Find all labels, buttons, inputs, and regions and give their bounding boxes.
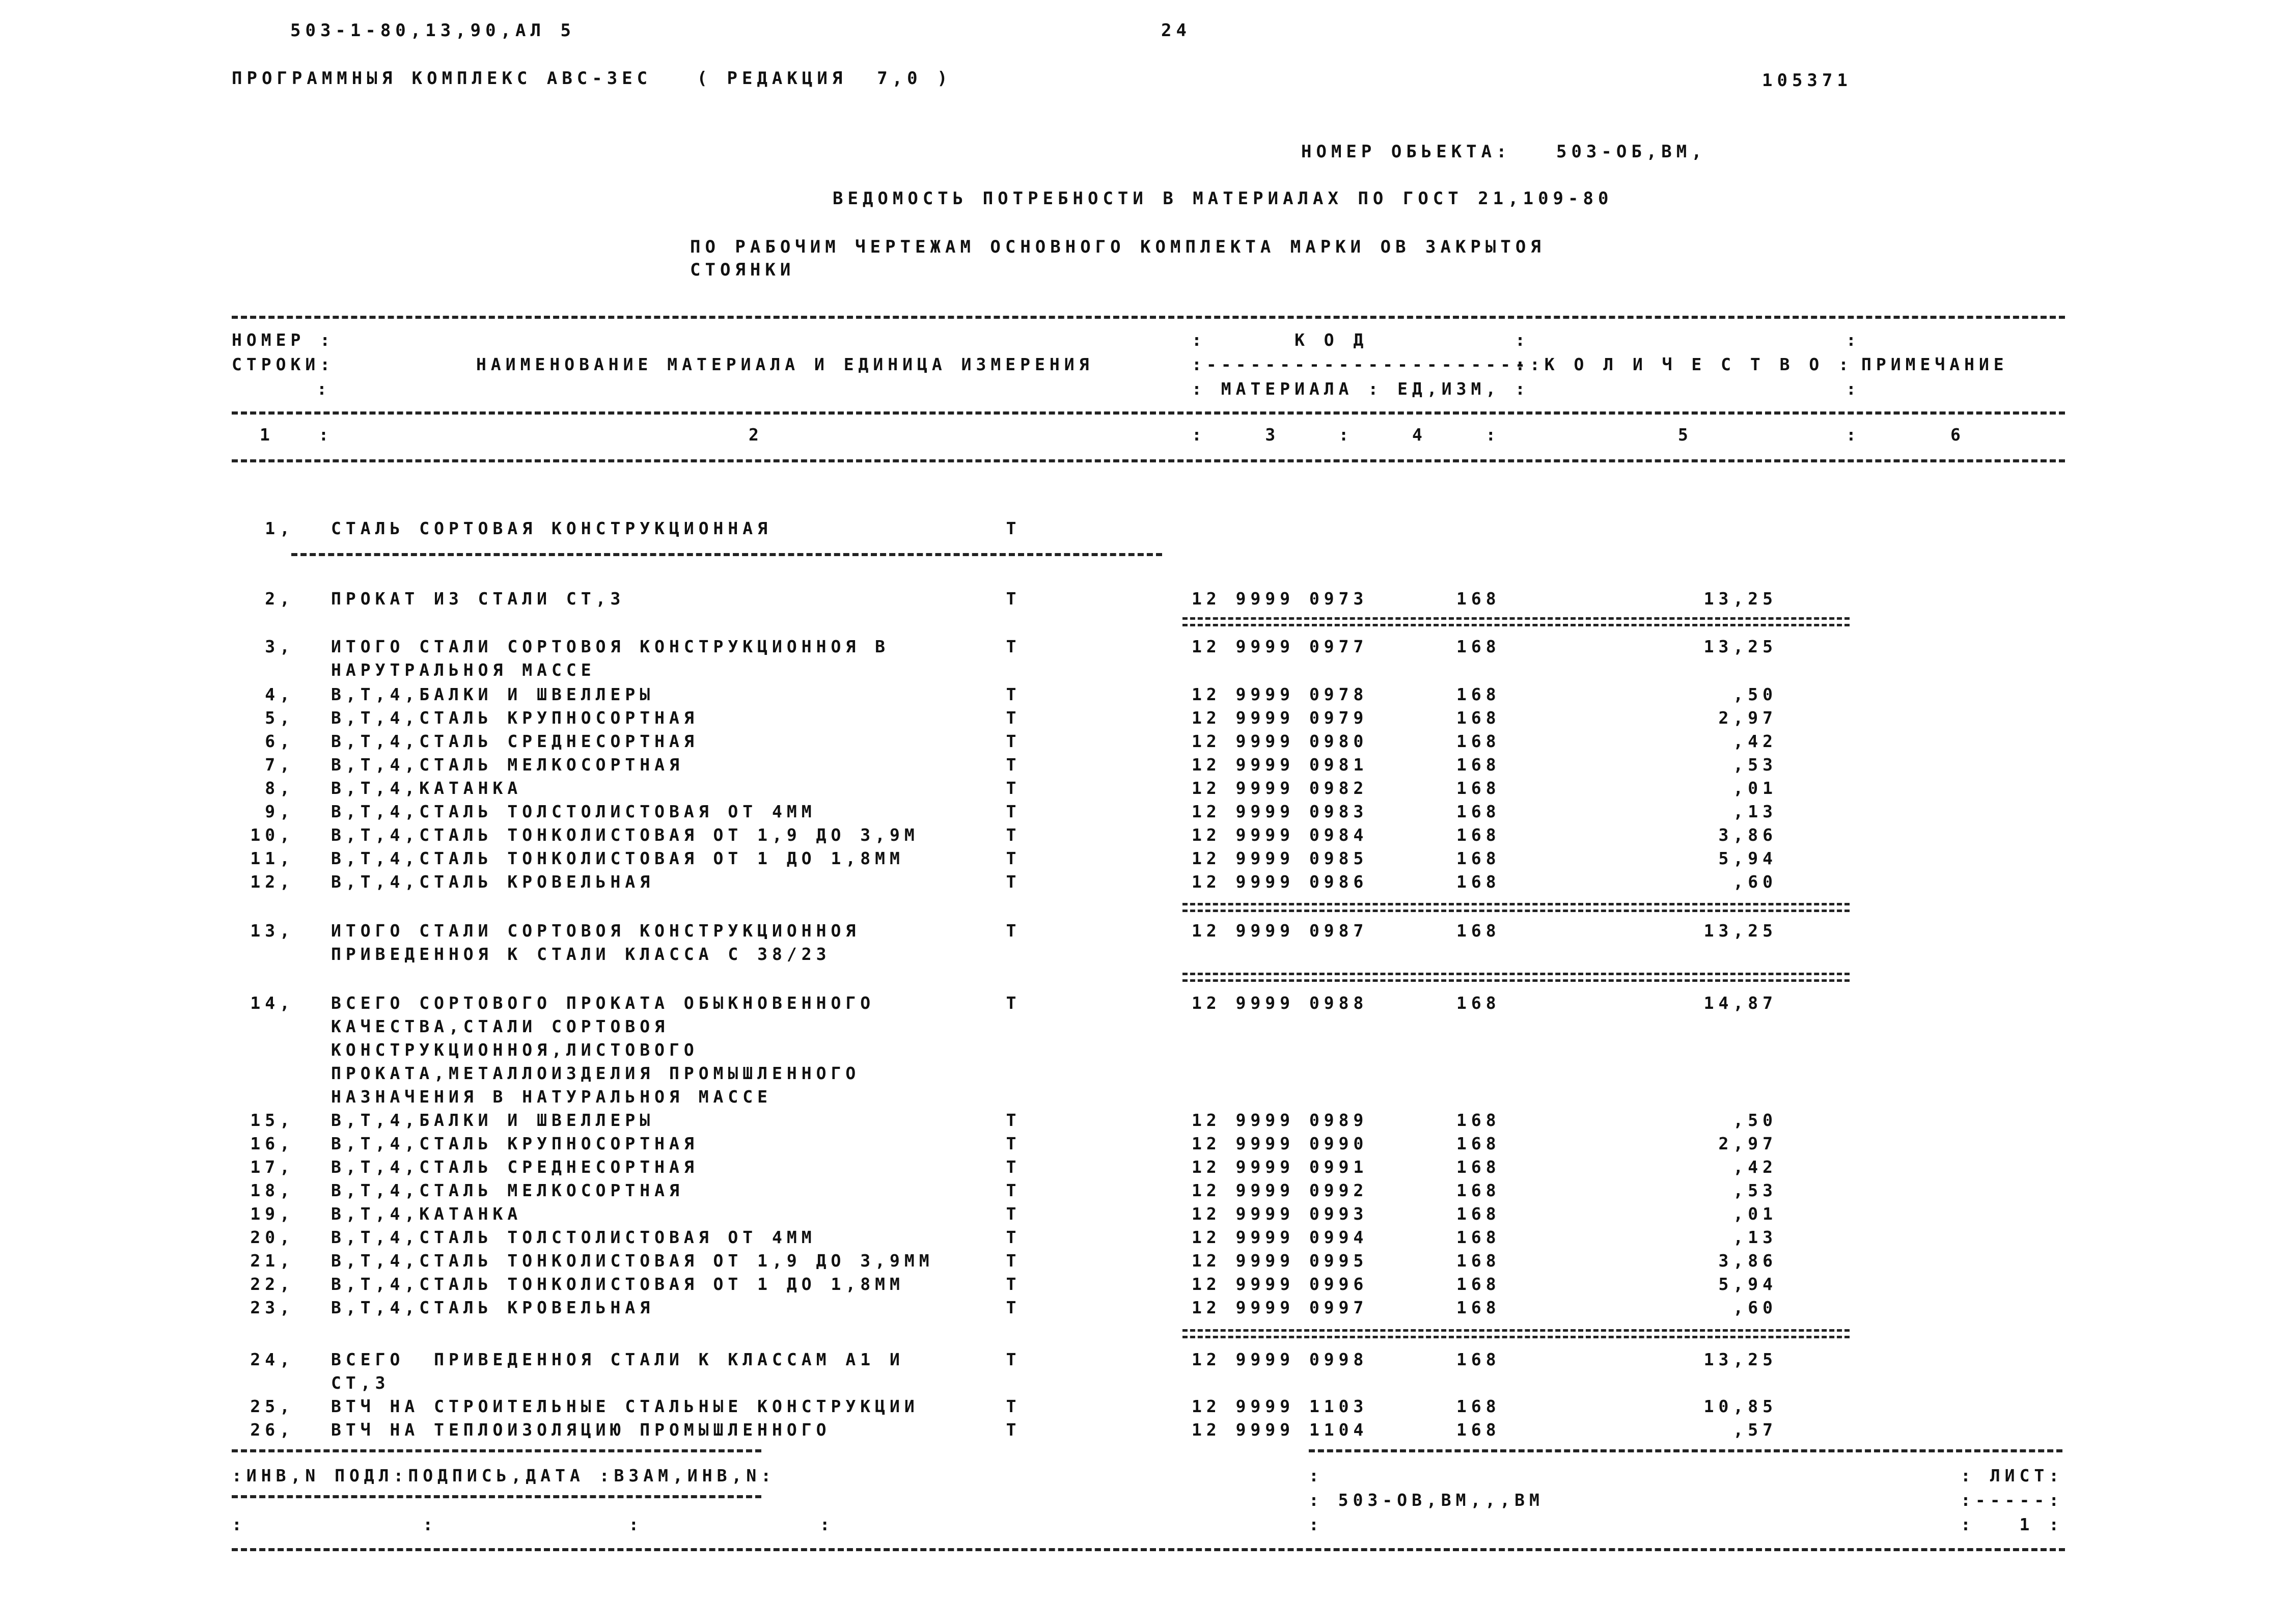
row-number: 21, [250,1251,294,1271]
material-name: ВТЧ НА СТРОИТЕЛЬНЫЕ СТАЛЬНЫЕ КОНСТРУКЦИИ [331,1396,919,1416]
material-name: СТ,3 [331,1373,390,1393]
quantity: ,13 [1733,802,1777,821]
quantity: ,01 [1733,1204,1777,1224]
unit-code: 168 [1456,993,1501,1013]
material-code: 12 9999 0994 [1192,1227,1368,1247]
row-number: 11, [250,848,294,868]
unit: Т [1006,1396,1021,1416]
material-code: 12 9999 0981 [1192,755,1368,775]
note-colon-1: : [1846,330,1861,350]
code-group-header: : К О Д : [1192,330,1530,350]
program-title: ПРОГРАММНЫЯ КОМПЛЕКС АВС-ЗЕС ( РЕДАКЦИЯ 7,0 ) [232,68,952,89]
material-name: ВСЕГО ПРИВЕДЕННОЯ СТАЛИ К КЛАССАМ А1 И [331,1350,904,1369]
unit: Т [1006,1204,1021,1224]
material-code: 12 9999 0983 [1192,802,1368,821]
unit: Т [1006,1110,1021,1130]
material-code: 12 9999 0991 [1192,1157,1368,1177]
row-number: 14, [250,993,294,1013]
row-number-header-2: СТРОКИ: [232,354,335,374]
material-name: В,Т,4,СТАЛЬ МЕЛКОСОРТНАЯ [331,1180,684,1200]
unit-code: 168 [1456,1204,1501,1224]
material-name: ПРИВЕДЕННОЯ К СТАЛИ КЛАССА С 38/23 [331,944,831,964]
section-rule [291,553,1162,556]
row-number: 16, [250,1134,294,1153]
statement-title: ВЕДОМОСТЬ ПОТРЕБНОСТИ В МАТЕРИАЛАХ ПО ГОСТ 21,109-80 [833,188,1613,209]
unit: Т [1006,518,1021,538]
unit-code: 168 [1456,637,1501,656]
unit: Т [1006,848,1021,868]
unit: Т [1006,1227,1021,1247]
row-number-header-1: НОМЕР : [232,330,335,350]
material-name: ПРОКАТА,МЕТАЛЛОИЗДЕЛИЯ ПРОМЫШЛЕННОГО [331,1063,861,1083]
unit-code: 168 [1456,1180,1501,1200]
quantity: 14,87 [1703,993,1777,1013]
row-number-header-3: : [317,379,332,399]
unit-code: 168 [1456,921,1501,941]
material-code: 12 9999 0982 [1192,778,1368,798]
material-name: В,Т,4,СТАЛЬ ТОЛСТОЛИСТОВАЯ ОТ 4ММ [331,1227,816,1247]
unit: Т [1006,637,1021,656]
material-code: 12 9999 1103 [1192,1396,1368,1416]
unit: Т [1006,1420,1021,1440]
material-name: СТАЛЬ СОРТОВАЯ КОНСТРУКЦИОННАЯ [331,518,773,538]
material-name: ИТОГО СТАЛИ СОРТОВОЯ КОНСТРУКЦИОННОЯ В [331,637,890,656]
unit-code: 168 [1456,731,1501,751]
document-code: 503-1-80,13,90,АЛ 5 [290,20,575,41]
quantity: ,60 [1733,1298,1777,1317]
material-name: В,Т,4,КАТАНКА [331,1204,522,1224]
row-number: 5, [265,708,294,728]
material-name: В,Т,4,КАТАНКА [331,778,522,798]
unit-code: 168 [1456,1134,1501,1153]
quantity: ,13 [1733,1227,1777,1247]
row-number: 4, [265,684,294,704]
code-separator: :----------------------: [1192,354,1545,374]
subtotal-double-rule [1182,973,1850,982]
material-code: 12 9999 0984 [1192,825,1368,845]
header-bottom-rule [232,459,2065,462]
unit: Т [1006,778,1021,798]
object-number: НОМЕР ОБЬЕКТА: 503-ОБ,ВМ, [1301,142,1706,162]
unit: Т [1006,589,1021,609]
quantity: 2,97 [1718,708,1777,728]
quantity: 2,97 [1718,1134,1777,1153]
subtotal-double-rule [1182,617,1850,626]
row-number: 6, [265,731,294,751]
sheet-separator: :-----: [1961,1490,2064,1510]
quantity: ,42 [1733,731,1777,751]
material-name: В,Т,4,СТАЛЬ МЕЛКОСОРТНАЯ [331,755,684,775]
unit: Т [1006,1350,1021,1369]
material-code: 12 9999 0988 [1192,993,1368,1013]
title-block-colon: : [1309,1466,1324,1485]
material-name: ВСЕГО СОРТОВОГО ПРОКАТА ОБЫКНОВЕННОГО [331,993,875,1013]
quantity: 10,85 [1703,1396,1777,1416]
document-reference: : 503-ОВ,ВМ,,,ВМ [1309,1490,1544,1510]
row-number: 18, [250,1180,294,1200]
quantity: ,57 [1733,1420,1777,1440]
material-code: 12 9999 0977 [1192,637,1368,656]
material-name: НАЗНАЧЕНИЯ В НАТУРАЛЬНОЯ МАССЕ [331,1087,773,1107]
material-code: 12 9999 0987 [1192,921,1368,941]
material-name: В,Т,4,СТАЛЬ ТОНКОЛИСТОВАЯ ОТ 1,9 ДО 3,9М [331,825,919,845]
unit-code: 168 [1456,708,1501,728]
material-code: 12 9999 0978 [1192,684,1368,704]
quantity: 13,25 [1703,1350,1777,1369]
row-number: 17, [250,1157,294,1177]
stamp-labels: :ИНВ,N ПОДЛ:ПОДПИСЬ,ДАТА :ВЗАМ,ИНВ,N: [232,1466,776,1485]
row-number: 2, [265,589,294,609]
header-top-rule [232,316,2065,319]
unit-code: 168 [1456,755,1501,775]
unit-code: 168 [1456,684,1501,704]
row-number: 1, [265,518,294,538]
material-name: В,Т,4,СТАЛЬ СРЕДНЕСОРТНАЯ [331,1157,699,1177]
unit: Т [1006,1298,1021,1317]
unit-code: 168 [1456,872,1501,892]
title-block-colon: : [1309,1515,1324,1534]
material-name: В,Т,4,БАЛКИ И ШВЕЛЛЕРЫ [331,684,655,704]
material-code: 12 9999 0998 [1192,1350,1368,1369]
note-header: ПРИМЕЧАНИЕ [1861,354,2008,374]
row-number: 23, [250,1298,294,1317]
quantity: 5,94 [1718,1274,1777,1294]
unit: Т [1006,872,1021,892]
document-number: 105371 [1762,70,1852,91]
material-code: 12 9999 0979 [1192,708,1368,728]
unit-code: 168 [1456,1274,1501,1294]
unit: Т [1006,708,1021,728]
material-name: В,Т,4,СТАЛЬ КРУПНОСОРТНАЯ [331,708,699,728]
quantity: 13,25 [1703,589,1777,609]
row-number: 10, [250,825,294,845]
unit: Т [1006,1180,1021,1200]
column-number-6-colon: : [1846,425,1861,445]
sheet-label: : ЛИСТ: [1961,1466,2064,1485]
material-name: В,Т,4,СТАЛЬ КРОВЕЛЬНАЯ [331,1298,655,1317]
material-code: 12 9999 0993 [1192,1204,1368,1224]
row-number: 9, [265,802,294,821]
quantity: ,53 [1733,755,1777,775]
material-name: КОНСТРУКЦИОННОЯ,ЛИСТОВОГО [331,1040,699,1060]
material-code: 12 9999 0973 [1192,589,1368,609]
unit: Т [1006,731,1021,751]
material-code: 12 9999 0989 [1192,1110,1368,1130]
subtitle-line-1: ПО РАБОЧИМ ЧЕРТЕЖАМ ОСНОВНОГО КОМПЛЕКТА МАРКИ ОВ ЗАКРЫТОЯ [690,237,1546,257]
page-number: 24 [1161,20,1191,41]
row-number: 20, [250,1227,294,1247]
unit: Т [1006,921,1021,941]
material-code: 12 9999 1104 [1192,1420,1368,1440]
subtotal-double-rule [1182,903,1850,912]
material-name: КАЧЕСТВА,СТАЛИ СОРТОВОЯ [331,1016,669,1036]
column-number-1: 1 : [260,425,334,445]
material-code: 12 9999 0997 [1192,1298,1368,1317]
quantity: 13,25 [1703,921,1777,941]
subtitle-line-2: СТОЯНКИ [690,260,795,280]
row-number: 3, [265,637,294,656]
row-number: 12, [250,872,294,892]
title-block-top-rule [1309,1449,2062,1452]
unit: Т [1006,993,1021,1013]
unit: Т [1006,684,1021,704]
unit-code: 168 [1456,848,1501,868]
quantity: ,50 [1733,1110,1777,1130]
unit: Т [1006,1134,1021,1153]
note-colon-2: : [1846,379,1861,399]
material-name: В,Т,4,СТАЛЬ КРОВЕЛЬНАЯ [331,872,655,892]
page-bottom-rule [232,1548,2065,1551]
stamp-cells: : : : : [232,1515,835,1534]
subtotal-double-rule [1182,1329,1850,1338]
unit-code: 168 [1456,778,1501,798]
quantity-header: : К О Л И Ч Е С Т В О : [1515,354,1853,374]
unit-code: 168 [1456,1157,1501,1177]
material-code: 12 9999 0995 [1192,1251,1368,1271]
unit-code: 168 [1456,802,1501,821]
material-name: НАРУТРАЛЬНОЯ МАССЕ [331,660,596,680]
unit-code: 168 [1456,1251,1501,1271]
material-code: 12 9999 0986 [1192,872,1368,892]
unit-code: 168 [1456,1396,1501,1416]
stamp-mid-rule [232,1495,761,1498]
unit-code: 168 [1456,1420,1501,1440]
unit-code: 168 [1456,589,1501,609]
column-number-6: 6 [1950,425,1965,445]
row-number: 19, [250,1204,294,1224]
row-number: 25, [250,1396,294,1416]
row-number: 7, [265,755,294,775]
unit: Т [1006,825,1021,845]
material-code: 12 9999 0996 [1192,1274,1368,1294]
stamp-top-rule [232,1449,761,1452]
row-number: 13, [250,921,294,941]
unit-code: 168 [1456,1298,1501,1317]
unit: Т [1006,802,1021,821]
material-name: В,Т,4,СТАЛЬ КРУПНОСОРТНАЯ [331,1134,699,1153]
unit-code: 168 [1456,825,1501,845]
column-number-2: 2 [749,425,763,445]
material-name: В,Т,4,СТАЛЬ СРЕДНЕСОРТНАЯ [331,731,699,751]
row-number: 15, [250,1110,294,1130]
quantity: ,50 [1733,684,1777,704]
quantity: 3,86 [1718,1251,1777,1271]
material-name: В,Т,4,СТАЛЬ ТОНКОЛИСТОВАЯ ОТ 1,9 ДО 3,9ММ [331,1251,934,1271]
unit: Т [1006,1251,1021,1271]
quantity: ,42 [1733,1157,1777,1177]
unit: Т [1006,1274,1021,1294]
material-name: В,Т,4,СТАЛЬ ТОНКОЛИСТОВАЯ ОТ 1 ДО 1,8ММ [331,848,904,868]
row-number: 8, [265,778,294,798]
column-number-3-4: : 3 : 4 : [1192,425,1501,445]
row-number: 22, [250,1274,294,1294]
material-name: В,Т,4,СТАЛЬ ТОЛСТОЛИСТОВАЯ ОТ 4ММ [331,802,816,821]
unit-code: 168 [1456,1110,1501,1130]
header-mid-rule [232,411,2065,415]
code-subheader: : МАТЕРИАЛА : ЕД,ИЗМ, : [1192,379,1530,399]
material-name: ИТОГО СТАЛИ СОРТОВОЯ КОНСТРУКЦИОННОЯ [331,921,861,941]
quantity: ,01 [1733,778,1777,798]
material-name: ПРОКАТ ИЗ СТАЛИ СТ,3 [331,589,625,609]
quantity: ,60 [1733,872,1777,892]
column-number-5: 5 [1678,425,1693,445]
quantity: ,53 [1733,1180,1777,1200]
row-number: 24, [250,1350,294,1369]
material-name: В,Т,4,БАЛКИ И ШВЕЛЛЕРЫ [331,1110,655,1130]
quantity: 13,25 [1703,637,1777,656]
unit: Т [1006,755,1021,775]
unit-code: 168 [1456,1350,1501,1369]
material-name: В,Т,4,СТАЛЬ ТОНКОЛИСТОВАЯ ОТ 1 ДО 1,8ММ [331,1274,904,1294]
material-code: 12 9999 0990 [1192,1134,1368,1153]
material-code: 12 9999 0980 [1192,731,1368,751]
material-code: 12 9999 0985 [1192,848,1368,868]
sheet-number: : 1 : [1961,1515,2064,1534]
quantity: 3,86 [1718,825,1777,845]
unit: Т [1006,1157,1021,1177]
material-name-header: НАИМЕНОВАНИЕ МАТЕРИАЛА И ЕДИНИЦА ИЗМЕРЕНИЯ [476,354,1094,374]
material-name: ВТЧ НА ТЕПЛОИЗОЛЯЦИЮ ПРОМЫШЛЕННОГО [331,1420,831,1440]
quantity: 5,94 [1718,848,1777,868]
row-number: 26, [250,1420,294,1440]
material-code: 12 9999 0992 [1192,1180,1368,1200]
unit-code: 168 [1456,1227,1501,1247]
